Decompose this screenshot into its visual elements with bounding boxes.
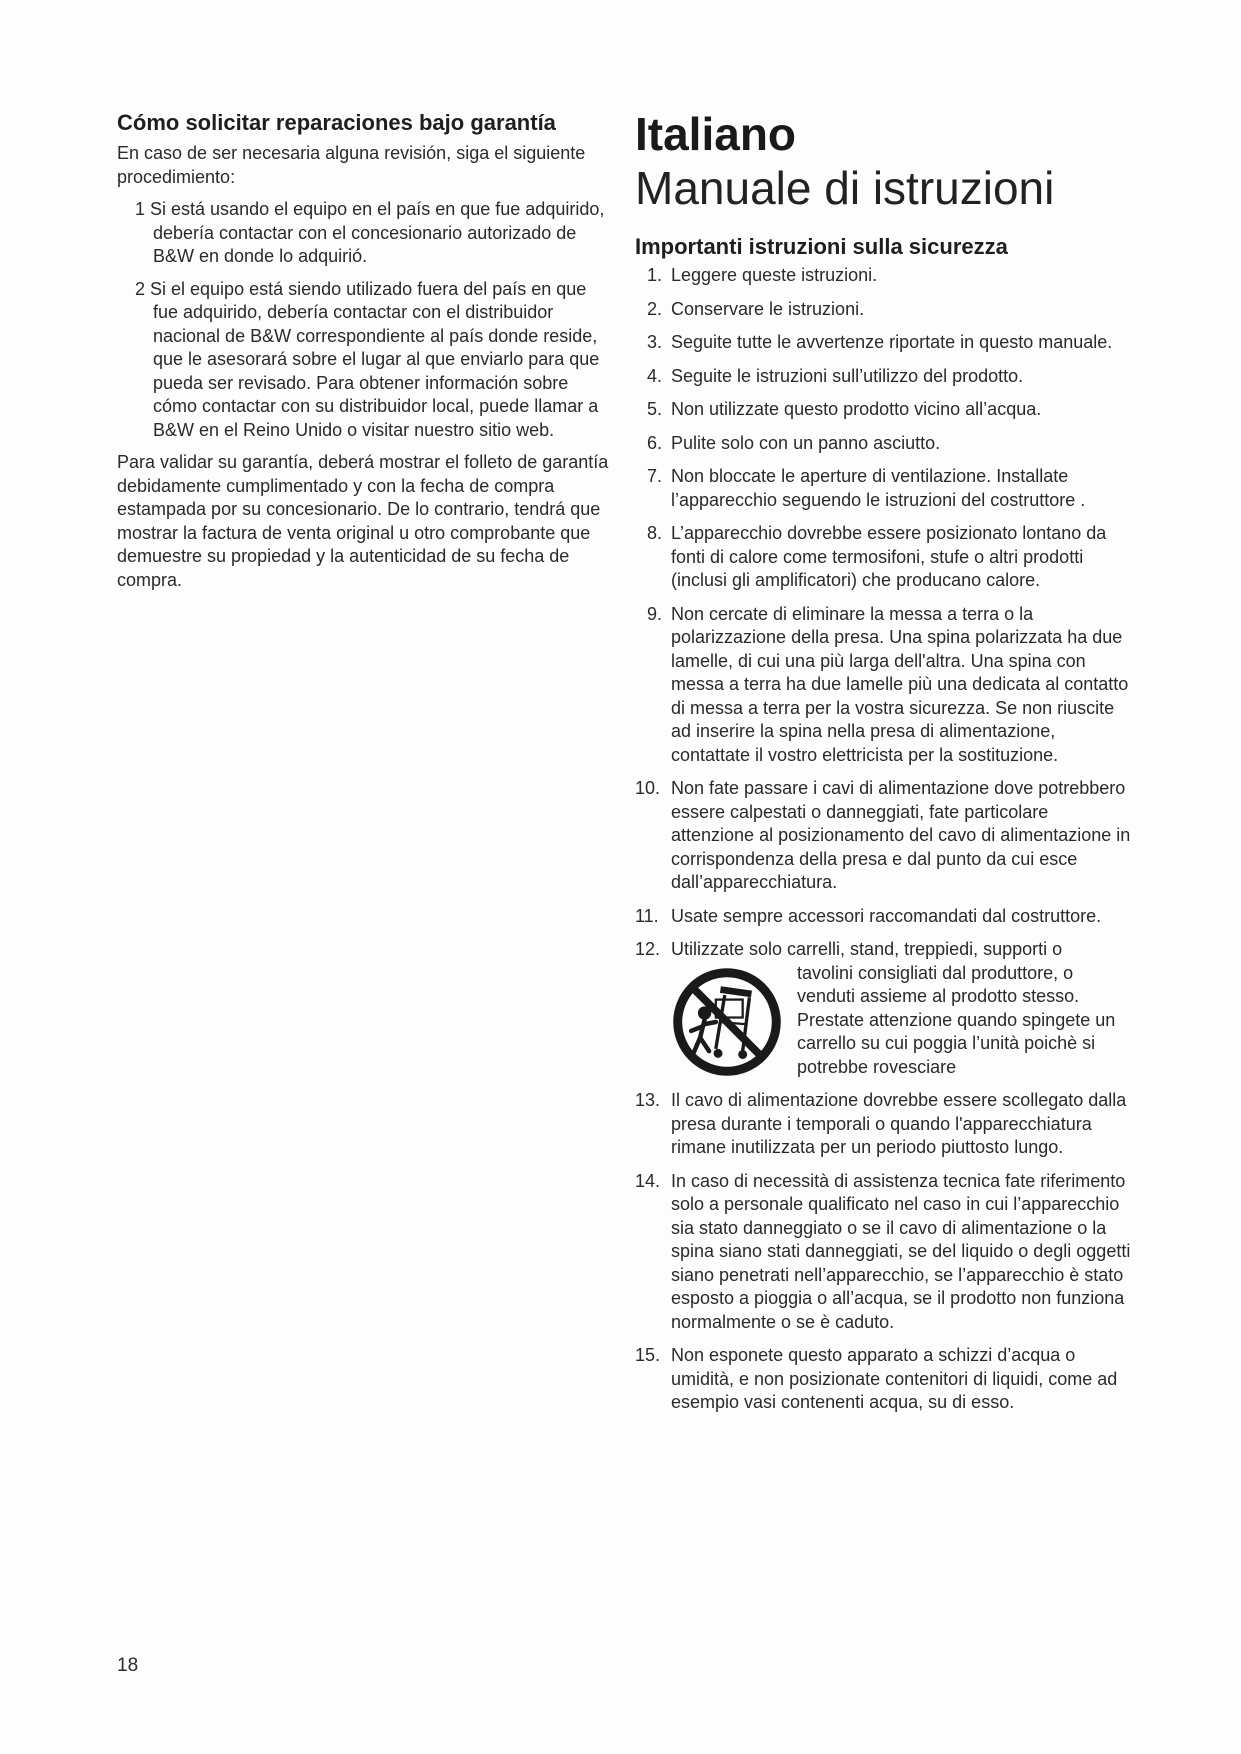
safety-item-2: 2. Conservare le istruzioni. [647, 298, 865, 319]
safety-list-continued [635, 1089, 1135, 1415]
safety-item-10: 10. Non fate passare i cavi di alimentazione dove potrebbero essere calpestati o danneggiati, fate particolare attenzione al posizionamento del cavo di alimentazione in corrispondenza della presa e dal punto da cui esce dall’apparecchiatura. [635, 778, 1131, 892]
safety-item-9: 9. Non cercate di eliminare la messa a terra o la polarizzazione della presa. Una spina polarizzata ha due lamelle, di cui una più larga dell'altra. Una spina con messa a terra ha due lamelle più una dedicata al contatto di messa a terra per la vostra sicurezza. Se non riuscite ad inserire la spina nella presa di alimentazione, contattate il vostro elettricista per la sostituzione. [647, 603, 1129, 765]
safety-item-12-rest: tavolini consigliati dal produttore, o venduti assieme al prodotto stesso. Prestate attenzione quando spingete un carrello su cui poggia l’unità poichè si potrebbe rovesciare [797, 962, 1116, 1077]
warranty-intro: En caso de ser necesaria alguna revisión, siga el siguiente procedimiento: [117, 143, 586, 187]
safety-item-15: 15. Non esponete questo apparato a schizzi d’acqua o umidità, e non posizionate contenitori di liquidi, come ad esempio vasi contenenti acqua, su di esso. [635, 1345, 1118, 1412]
warranty-heading: Cómo solicitar reparaciones bajo garantía [117, 110, 556, 135]
safety-item-12 [635, 938, 1135, 1079]
safety-heading: Importanti istruzioni sulla sicurezza [635, 234, 1008, 259]
warranty-step-2: 2 Si el equipo está siendo utilizado fuera del país en que fue adquirido, debería contactar con el distribuidor nacional de B&W correspondiente al país donde reside, que le asesorará sobre el lugar al que enviarlo para que pueda ser revisado. Para obtener información sobre cómo contactar con su distribuidor local, puede llamar a B&W en el Reino Unido o visitar nuestro sitio web. [135, 278, 600, 440]
cart-tip-over-warning-icon [671, 966, 783, 1078]
safety-item-1: 1. Leggere queste istruzioni. [647, 265, 878, 285]
safety-item-7: 7. Non bloccate le aperture di ventilazione. Installate l’apparecchio seguendo le istruzioni del costruttore . [647, 466, 1086, 510]
spanish-warranty-section [117, 110, 612, 601]
safety-item-12-first: 12. Utilizzate solo carrelli, stand, treppiedi, supporti o [635, 939, 1063, 959]
safety-item-4: 4. Seguite le istruzioni sull’utilizzo del prodotto. [647, 365, 1024, 386]
safety-item-14: 14. In caso di necessità di assistenza tecnica fate riferimento solo a personale qualificato nel caso in cui l’apparecchio sia stato danneggiato o se il cavo di alimentazione o la spina siano stati danneggiati, se del liquido o degli oggetti siano penetrati nell’apparecchio, se l’apparecchio è stato esposto a pioggia o all’acqua, se il prodotto non funziona normalmente o se è caduto. [635, 1170, 1131, 1332]
manual-title: Manuale di istruzioni [635, 162, 1055, 214]
italian-safety-section [635, 108, 1135, 1425]
safety-item-11: 11. Usate sempre accessori raccomandati dal costruttore. [635, 905, 1102, 926]
page-number: 18 [117, 1655, 139, 1676]
safety-list [635, 264, 1135, 928]
safety-item-13: 13. Il cavo di alimentazione dovrebbe essere scollegato dalla presa durante i temporali o quando l'apparecchiatura rimane inutilizzata per un periodo piuttosto lungo. [635, 1090, 1127, 1157]
safety-item-5: 5. Non utilizzate questo prodotto vicino all’acqua. [647, 399, 1042, 419]
safety-item-3: 3. Seguite tutte le avvertenze riportate in questo manuale. [647, 332, 1113, 352]
warranty-step-1: 1 Si está usando el equipo en el país en que fue adquirido, debería contactar con el concesionario autorizado de B&W en donde lo adquirió. [135, 199, 605, 266]
warranty-closing: Para validar su garantía, deberá mostrar el folleto de garantía debidamente cumplimentado y con la fecha de compra estampada por su concesionario. De lo contrario, tendrá que mostrar la factura de venta original u otro comprobante que demuestre su propiedad y la autenticidad de su fecha de compra. [117, 452, 609, 590]
safety-item-6: 6. Pulite solo con un panno asciutto. [647, 432, 941, 453]
safety-item-8: 8. L’apparecchio dovrebbe essere posizionato lontano da fonti di calore come termosifoni, stufe o altri prodotti (inclusi gli amplificatori) che producano calore. [647, 523, 1107, 590]
language-title: Italiano [635, 108, 797, 160]
